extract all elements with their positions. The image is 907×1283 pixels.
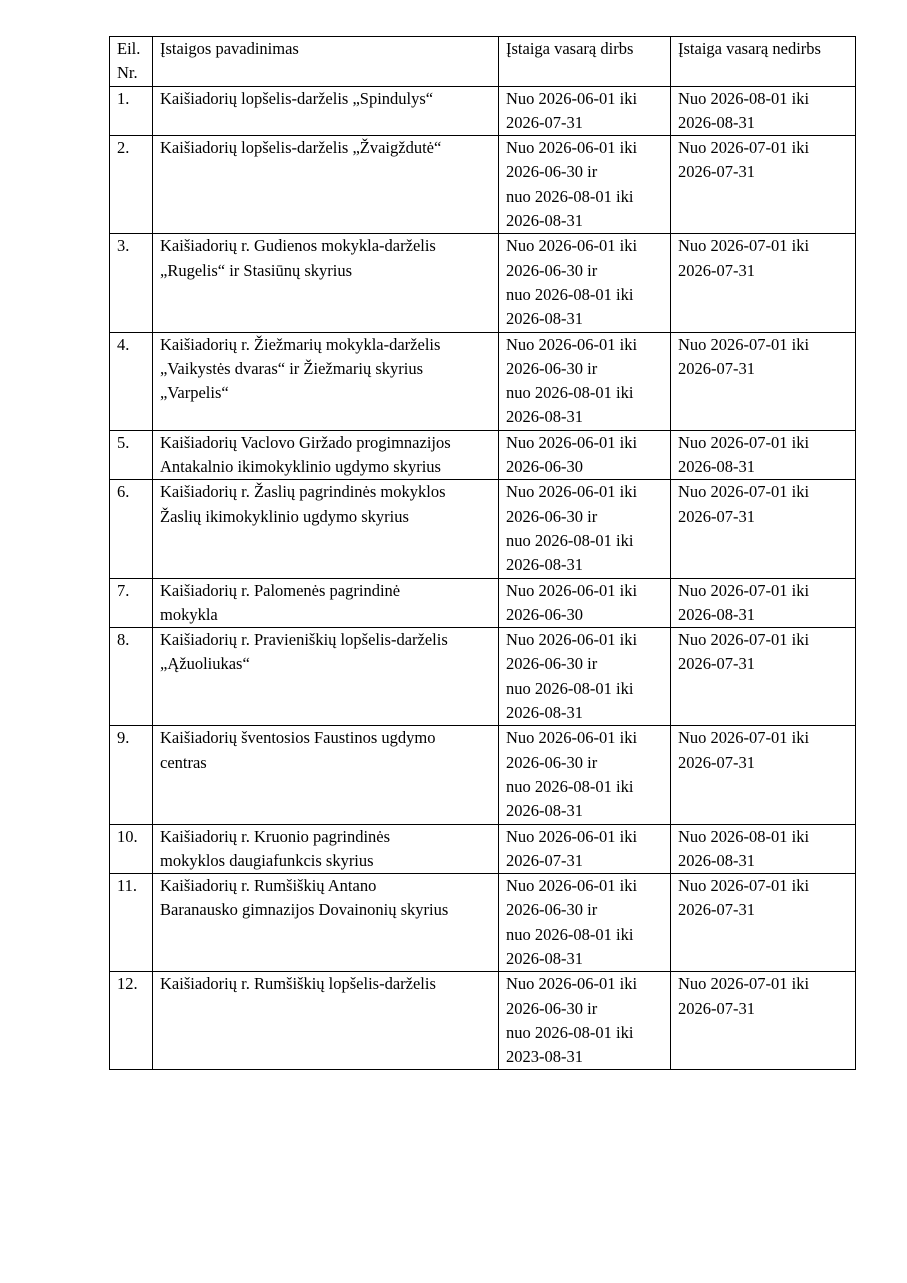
table-row xyxy=(110,628,856,726)
institution-name-line: Kaišiadorių šventosios Faustinos ugdymo xyxy=(160,728,436,748)
works-period-line: nuo 2026-08-01 iki xyxy=(506,678,634,698)
table-row xyxy=(110,234,856,332)
institution-name-line: mokyklos daugiafunkcis skyrius xyxy=(160,850,374,870)
institution-name xyxy=(153,86,499,136)
institution-name-line: Kaišiadorių r. Žaslių pagrindinės mokyklos xyxy=(160,482,446,502)
table-row xyxy=(110,332,856,430)
works-period xyxy=(499,726,671,824)
table-row xyxy=(110,824,856,874)
works-period-line: Nuo 2026-06-01 iki xyxy=(506,580,638,600)
closed-period-line: 2026-07-31 xyxy=(678,506,755,526)
works-period-line: 2026-08-31 xyxy=(506,801,583,821)
closed-period-line: Nuo 2026-07-01 iki xyxy=(678,630,810,650)
row-number-text: 2. xyxy=(117,138,130,158)
closed-period-line: Nuo 2026-07-01 iki xyxy=(678,236,810,256)
works-period-line: 2026-06-30 ir xyxy=(506,752,598,772)
table-row xyxy=(110,726,856,824)
works-period-line: 2026-08-31 xyxy=(506,703,583,723)
table-row xyxy=(110,86,856,136)
closed-period-line: Nuo 2026-07-01 iki xyxy=(678,482,810,502)
table-body xyxy=(110,86,856,1070)
row-number-text: 6. xyxy=(117,482,130,502)
closed-period xyxy=(671,136,856,234)
closed-period xyxy=(671,874,856,972)
institution-name-line: Kaišiadorių r. Rumšiškių lopšelis-darželis xyxy=(160,974,436,994)
works-period-line: 2026-07-31 xyxy=(506,850,583,870)
row-number xyxy=(110,578,153,628)
closed-period-line: 2026-07-31 xyxy=(678,260,755,280)
row-number-text: 8. xyxy=(117,630,130,650)
works-period-line: 2026-08-31 xyxy=(506,948,583,968)
institution-name-line: „Varpelis“ xyxy=(160,383,229,403)
institution-name xyxy=(153,824,499,874)
works-period-line: 2026-06-30 ir xyxy=(506,654,598,674)
table-row xyxy=(110,136,856,234)
closed-period-line: Nuo 2026-07-01 iki xyxy=(678,580,810,600)
institution-name xyxy=(153,874,499,972)
row-number-text: 5. xyxy=(117,432,130,452)
closed-period xyxy=(671,824,856,874)
table-row xyxy=(110,578,856,628)
works-period-line: Nuo 2026-06-01 iki xyxy=(506,974,638,994)
row-number xyxy=(110,480,153,578)
institution-name-line: Žaslių ikimokyklinio ugdymo skyrius xyxy=(160,506,409,526)
works-period-line: 2026-06-30 ir xyxy=(506,506,598,526)
closed-period xyxy=(671,628,856,726)
institution-name xyxy=(153,628,499,726)
institution-name-line: Kaišiadorių lopšelis-darželis „Žvaigždutė“ xyxy=(160,138,442,158)
works-period-line: 2026-06-30 ir xyxy=(506,358,598,378)
row-number xyxy=(110,874,153,972)
works-period xyxy=(499,824,671,874)
row-number xyxy=(110,86,153,136)
works-period-line: 2026-08-31 xyxy=(506,407,583,427)
works-period xyxy=(499,234,671,332)
closed-period xyxy=(671,86,856,136)
table-row xyxy=(110,874,856,972)
institution-name-line: mokykla xyxy=(160,604,218,624)
works-period-line: nuo 2026-08-01 iki xyxy=(506,284,634,304)
works-period-line: 2026-06-30 xyxy=(506,457,583,477)
works-period-line: 2026-06-30 xyxy=(506,604,583,624)
institution-name xyxy=(153,332,499,430)
works-period xyxy=(499,972,671,1070)
institution-name-line: Kaišiadorių r. Gudienos mokykla-darželis xyxy=(160,236,436,256)
table-row xyxy=(110,972,856,1070)
row-number-text: 1. xyxy=(117,88,130,108)
row-number xyxy=(110,824,153,874)
closed-period xyxy=(671,480,856,578)
closed-period xyxy=(671,234,856,332)
header-institution-name: Įstaigos pavadinimas xyxy=(153,37,499,87)
row-number xyxy=(110,136,153,234)
closed-period-line: Nuo 2026-07-01 iki xyxy=(678,974,810,994)
works-period-line: nuo 2026-08-01 iki xyxy=(506,186,634,206)
works-period-line: 2026-06-30 ir xyxy=(506,900,598,920)
closed-period-line: 2026-08-31 xyxy=(678,112,755,132)
row-number-text: 12. xyxy=(117,974,138,994)
row-number-text: 7. xyxy=(117,580,130,600)
works-period-line: Nuo 2026-06-01 iki xyxy=(506,482,638,502)
table-row xyxy=(110,480,856,578)
works-period-line: Nuo 2026-06-01 iki xyxy=(506,728,638,748)
institution-name xyxy=(153,136,499,234)
summer-schedule-table xyxy=(109,36,856,1070)
institution-name-line: Kaišiadorių lopšelis-darželis „Spindulys“ xyxy=(160,88,434,108)
institution-name xyxy=(153,430,499,480)
works-period-line: 2026-08-31 xyxy=(506,555,583,575)
row-number xyxy=(110,430,153,480)
closed-period-line: 2026-07-31 xyxy=(678,752,755,772)
works-period xyxy=(499,628,671,726)
institution-name-line: „Rugelis“ ir Stasiūnų skyrius xyxy=(160,260,353,280)
works-period xyxy=(499,136,671,234)
institution-name-line: Kaišiadorių r. Rumšiškių Antano xyxy=(160,876,377,896)
works-period-line: Nuo 2026-06-01 iki xyxy=(506,88,638,108)
works-period xyxy=(499,332,671,430)
row-number xyxy=(110,234,153,332)
institution-name-line: „Vaikystės dvaras“ ir Žiežmarių skyrius xyxy=(160,358,424,378)
works-period-line: 2026-07-31 xyxy=(506,112,583,132)
row-number xyxy=(110,628,153,726)
institution-name-line: Kaišiadorių r. Žiežmarių mokykla-darželis xyxy=(160,334,441,354)
closed-period-line: Nuo 2026-07-01 iki xyxy=(678,876,810,896)
closed-period-line: Nuo 2026-08-01 iki xyxy=(678,88,810,108)
works-period-line: nuo 2026-08-01 iki xyxy=(506,383,634,403)
works-period-line: Nuo 2026-06-01 iki xyxy=(506,138,638,158)
works-period-line: 2026-08-31 xyxy=(506,211,583,231)
closed-period xyxy=(671,430,856,480)
works-period-line: Nuo 2026-06-01 iki xyxy=(506,334,638,354)
row-number xyxy=(110,332,153,430)
works-period-line: nuo 2026-08-01 iki xyxy=(506,1022,634,1042)
works-period-line: 2023-08-31 xyxy=(506,1047,583,1067)
row-number-text: 4. xyxy=(117,334,130,354)
row-number-text: 9. xyxy=(117,728,130,748)
closed-period xyxy=(671,972,856,1070)
works-period-line: 2026-06-30 ir xyxy=(506,998,598,1018)
closed-period xyxy=(671,726,856,824)
document-page xyxy=(109,36,855,1070)
works-period-line: Nuo 2026-06-01 iki xyxy=(506,236,638,256)
works-period-line: 2026-06-30 ir xyxy=(506,162,598,182)
institution-name-line: „Ąžuoliukas“ xyxy=(160,654,250,674)
works-period-line: Nuo 2026-06-01 iki xyxy=(506,630,638,650)
institution-name xyxy=(153,234,499,332)
institution-name xyxy=(153,726,499,824)
works-period-line: nuo 2026-08-01 iki xyxy=(506,530,634,550)
closed-period-line: Nuo 2026-07-01 iki xyxy=(678,138,810,158)
closed-period-line: 2026-07-31 xyxy=(678,998,755,1018)
works-period xyxy=(499,874,671,972)
table-row xyxy=(110,430,856,480)
institution-name-line: Antakalnio ikimokyklinio ugdymo skyrius xyxy=(160,457,441,477)
institution-name xyxy=(153,972,499,1070)
closed-period-line: 2026-07-31 xyxy=(678,654,755,674)
row-number-text: 3. xyxy=(117,236,130,256)
institution-name-line: Kaišiadorių Vaclovo Giržado progimnazijos xyxy=(160,432,451,452)
closed-period-line: 2026-08-31 xyxy=(678,850,755,870)
works-period-line: nuo 2026-08-01 iki xyxy=(506,776,634,796)
institution-name xyxy=(153,578,499,628)
works-period xyxy=(499,480,671,578)
institution-name xyxy=(153,480,499,578)
row-number-text: 10. xyxy=(117,826,138,846)
closed-period-line: 2026-07-31 xyxy=(678,162,755,182)
closed-period xyxy=(671,578,856,628)
row-number xyxy=(110,972,153,1070)
closed-period-line: 2026-08-31 xyxy=(678,604,755,624)
works-period-line: Nuo 2026-06-01 iki xyxy=(506,876,638,896)
closed-period-line: 2026-07-31 xyxy=(678,900,755,920)
works-period-line: Nuo 2026-06-01 iki xyxy=(506,432,638,452)
works-period xyxy=(499,578,671,628)
closed-period-line: 2026-08-31 xyxy=(678,457,755,477)
closed-period xyxy=(671,332,856,430)
works-period-line: 2026-08-31 xyxy=(506,309,583,329)
closed-period-line: Nuo 2026-08-01 iki xyxy=(678,826,810,846)
row-number-text: 11. xyxy=(117,876,138,896)
table-header-row xyxy=(110,37,856,87)
closed-period-line: Nuo 2026-07-01 iki xyxy=(678,432,810,452)
works-period-line: Nuo 2026-06-01 iki xyxy=(506,826,638,846)
institution-name-line: Baranausko gimnazijos Dovainonių skyrius xyxy=(160,900,449,920)
closed-period-line: 2026-07-31 xyxy=(678,358,755,378)
header-works-in-summer: Įstaiga vasarą dirbs xyxy=(499,37,671,87)
header-closed-in-summer: Įstaiga vasarą nedirbs xyxy=(671,37,856,87)
institution-name-line: Kaišiadorių r. Kruonio pagrindinės xyxy=(160,826,391,846)
row-number xyxy=(110,726,153,824)
works-period-line: 2026-06-30 ir xyxy=(506,260,598,280)
closed-period-line: Nuo 2026-07-01 iki xyxy=(678,334,810,354)
works-period-line: nuo 2026-08-01 iki xyxy=(506,924,634,944)
works-period xyxy=(499,430,671,480)
institution-name-line: Kaišiadorių r. Palomenės pagrindinė xyxy=(160,580,401,600)
works-period xyxy=(499,86,671,136)
institution-name-line: Kaišiadorių r. Pravieniškių lopšelis-darželis xyxy=(160,630,448,650)
header-number: Eil. Nr. xyxy=(110,37,153,87)
closed-period-line: Nuo 2026-07-01 iki xyxy=(678,728,810,748)
institution-name-line: centras xyxy=(160,752,207,772)
